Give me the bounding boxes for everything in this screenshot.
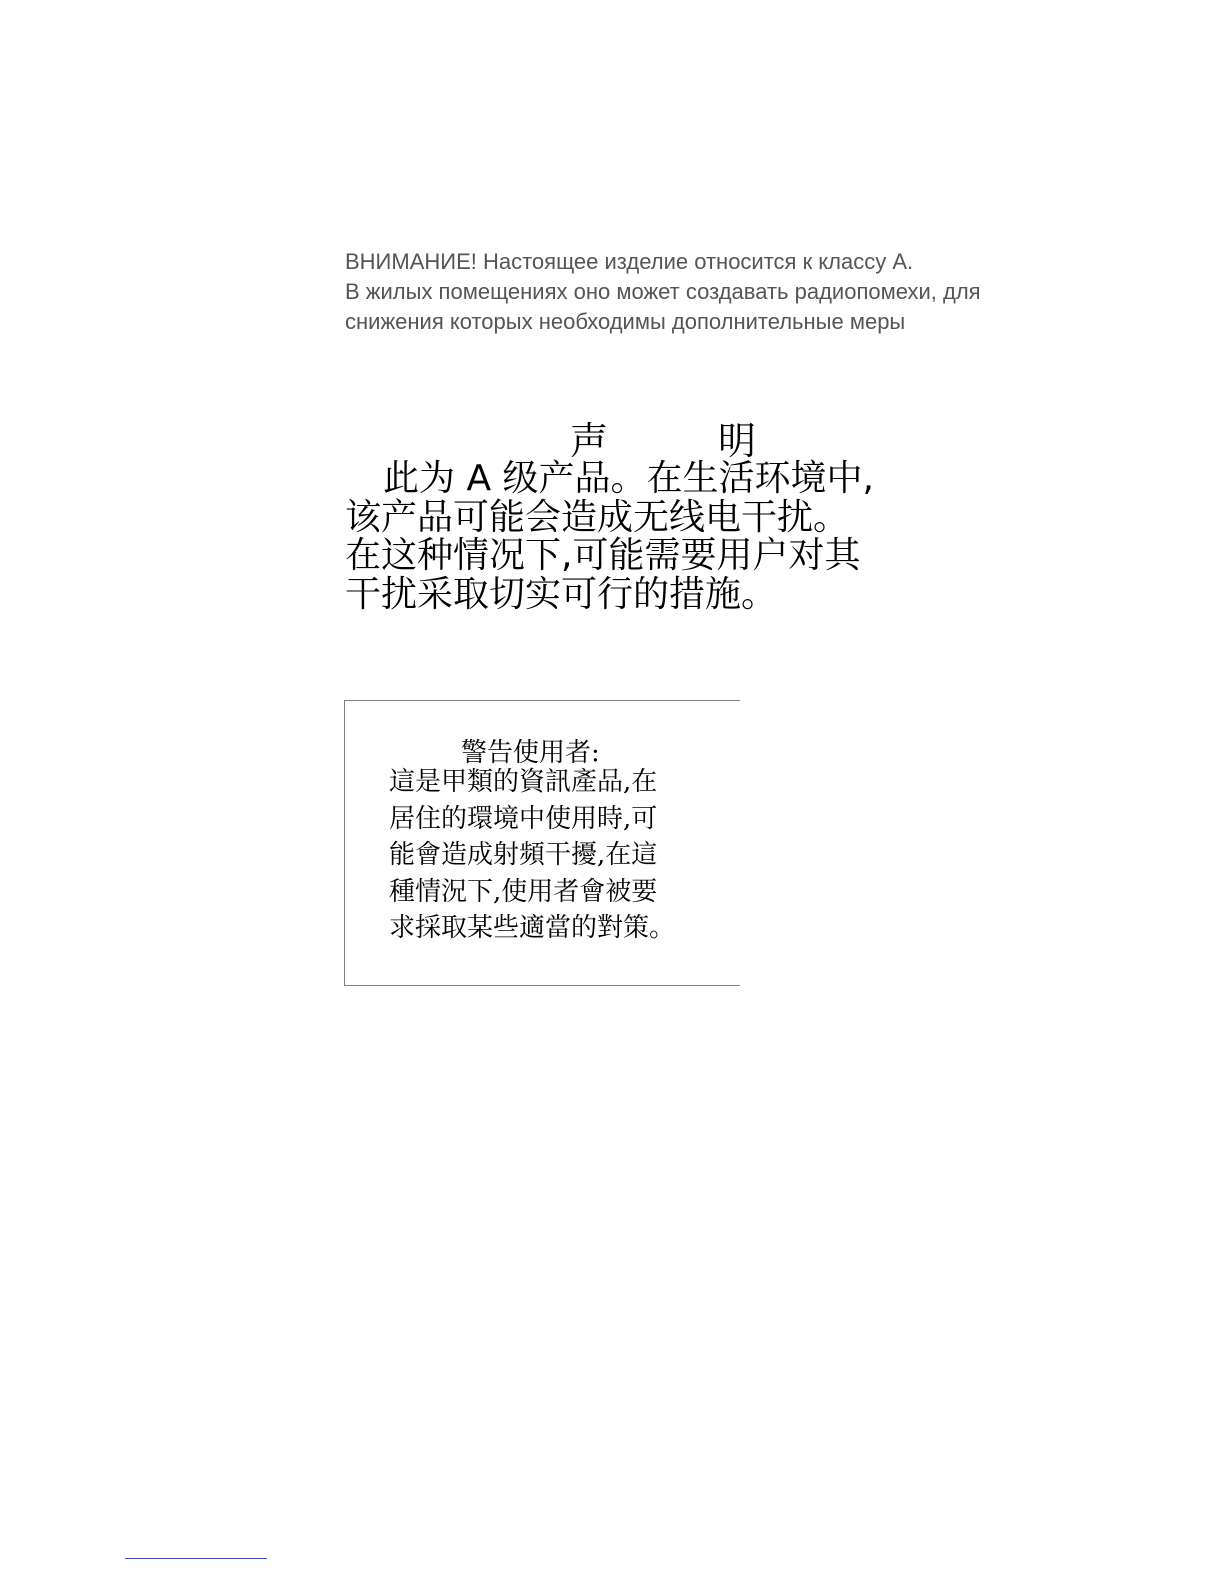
chinese-statement-body [345,460,965,614]
chinese-statement-line-1: 此为 A 级产品。在生活环境中, [383,458,874,499]
chinese-statement-line-3: 在这种情况下,可能需要用户对其 [345,535,861,576]
chinese-statement-line-4: 干扰采取切实可行的措施。 [345,573,778,615]
taiwan-warning-heading: 警告使用者: [461,738,600,768]
russian-notice-line-3: снижения которых необходимы дополнительные меры [345,309,906,334]
taiwan-warning-line-4: 種情況下,使用者會被要 [389,876,658,907]
taiwan-warning-body [389,764,675,947]
taiwan-warning-line-5: 求採取某些適當的對策。 [389,913,676,943]
footnote-divider [125,1558,267,1559]
russian-class-a-notice [345,247,1125,337]
taiwan-warning-box [344,700,740,986]
taiwan-warning-line-3: 能會造成射頻干擾,在這 [389,840,658,870]
chinese-title-right: 明 [718,419,757,463]
chinese-statement-line-2: 该产品可能会造成无线电干扰。 [345,496,850,538]
taiwan-warning-line-1: 這是甲類的資訊產品,在 [389,767,658,797]
chinese-title-left: 声 [570,419,609,463]
taiwan-warning-line-2: 居住的環境中使用時,可 [389,803,658,834]
russian-notice-line-2: В жилых помещениях оно может создавать радиопомехи, для [345,279,981,304]
russian-notice-line-1: ВНИМАНИЕ! Настоящее изделие относится к классу А. [345,249,914,274]
